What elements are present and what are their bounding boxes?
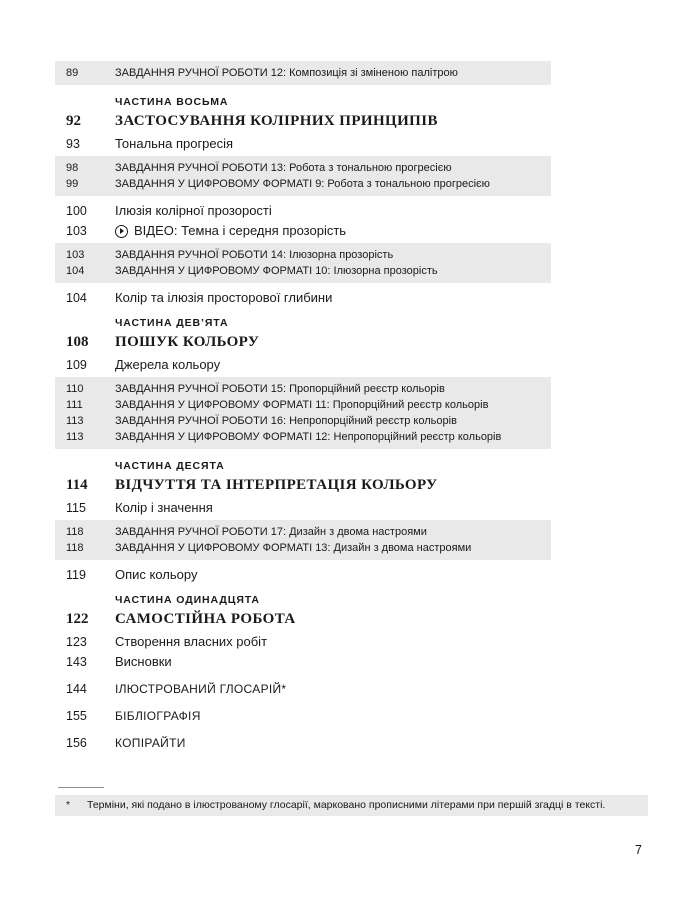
- entry-label: ЗАВДАННЯ РУЧНОЇ РОБОТИ 12: Композиція зі зміненою палітрою: [115, 67, 458, 79]
- task-entry: [55, 540, 551, 556]
- toc-entry: [55, 634, 551, 650]
- entry-label: ЗАВДАННЯ РУЧНОЇ РОБОТИ 17: Дизайн з двома настроями: [115, 526, 427, 538]
- task-entry: [55, 397, 551, 413]
- entry-label: [115, 136, 233, 152]
- entry-label: [115, 290, 332, 306]
- toc-entry: [55, 567, 551, 583]
- highlighted-task-group: [55, 156, 551, 196]
- entry-label: [115, 634, 267, 650]
- section-title: ЗАСТОСУВАННЯ КОЛІРНИХ ПРИНЦИПІВ: [115, 113, 438, 129]
- play-triangle: [120, 228, 124, 234]
- entry-page-number: 118: [66, 542, 84, 554]
- entry-text: Ілюзія колірної прозорості: [115, 203, 272, 218]
- section-heading: [55, 610, 551, 628]
- entry-page-number: 115: [66, 501, 86, 515]
- entry-label: ЗАВДАННЯ РУЧНОЇ РОБОТИ 13: Робота з тональною прогресією: [115, 162, 452, 174]
- section-page-number: 108: [66, 334, 89, 350]
- section-heading: [55, 333, 551, 351]
- entry-page-number: 143: [66, 655, 87, 669]
- entry-page-number: 156: [66, 736, 87, 750]
- footnote: [55, 795, 648, 816]
- section-title: ПОШУК КОЛЬОРУ: [115, 334, 260, 350]
- task-entry: [55, 247, 551, 263]
- footnote-text: Терміни, які подано в ілюстрованому глосарії, марковано прописними літерами при першій згадці в тексті.: [87, 799, 606, 811]
- entry-label: [115, 708, 201, 724]
- task-entry: [55, 381, 551, 397]
- video-play-icon: [115, 225, 128, 238]
- entry-page-number: 104: [66, 291, 87, 305]
- section-heading: [55, 476, 551, 494]
- page-number: 7: [635, 843, 642, 857]
- entry-label: ЗАВДАННЯ У ЦИФРОВОМУ ФОРМАТІ 12: Непропорційний реєстр кольорів: [115, 431, 502, 443]
- entry-page-number: 104: [66, 265, 85, 277]
- task-entry: [55, 65, 551, 81]
- entry-label: ЗАВДАННЯ РУЧНОЇ РОБОТИ 14: Ілюзорна прозорість: [115, 249, 394, 261]
- part-label: ЧАСТИНА ОДИНАДЦЯТА: [115, 594, 260, 606]
- entry-label: ЗАВДАННЯ У ЦИФРОВОМУ ФОРМАТІ 13: Дизайн з двома настроями: [115, 542, 472, 554]
- entry-text: Висновки: [115, 654, 172, 669]
- toc-entry: [55, 654, 551, 670]
- highlighted-task-group: [55, 61, 551, 85]
- entry-page-number: 123: [66, 635, 87, 649]
- entry-page-number: 118: [66, 526, 84, 538]
- entry-label: [115, 223, 346, 239]
- entry-label: [115, 681, 286, 697]
- toc-entry: [55, 708, 551, 724]
- footnote-divider: [58, 787, 104, 788]
- entry-page-number: 144: [66, 682, 87, 696]
- task-entry: [55, 429, 551, 445]
- entry-text: Тональна прогресія: [115, 136, 234, 151]
- entry-text: Створення власних робіт: [115, 634, 268, 649]
- entry-page-number: 93: [66, 137, 80, 151]
- toc-entry: [55, 290, 551, 306]
- toc-section: [55, 460, 551, 494]
- highlighted-task-group: [55, 243, 551, 283]
- section-heading: [55, 112, 551, 130]
- task-entry: [55, 160, 551, 176]
- entry-page-number: 103: [66, 249, 85, 261]
- toc: [55, 58, 551, 751]
- section-title: САМОСТІЙНА РОБОТА: [115, 611, 296, 627]
- task-entry: [55, 524, 551, 540]
- entry-text: Опис кольору: [115, 567, 198, 582]
- entry-page-number: 99: [66, 178, 79, 190]
- section-page-number: 114: [66, 477, 88, 493]
- section-title: ВІДЧУТТЯ ТА ІНТЕРПРЕТАЦІЯ КОЛЬОРУ: [115, 477, 438, 493]
- task-entry: [55, 263, 551, 279]
- toc-entry: [55, 136, 551, 152]
- entry-page-number: 109: [66, 358, 87, 372]
- entry-page-number: 103: [66, 224, 87, 238]
- entry-text: Джерела кольору: [115, 357, 221, 372]
- entry-text: БІБЛІОГРАФІЯ: [115, 709, 201, 723]
- toc-entry: [55, 357, 551, 373]
- entry-page-number: 89: [66, 67, 79, 79]
- toc-section: [55, 96, 551, 130]
- task-entry: [55, 413, 551, 429]
- entry-text: Колір та ілюзія просторової глибини: [115, 290, 333, 305]
- entry-text: КОПІРАЙТИ: [115, 736, 186, 750]
- toc-entry: [55, 203, 551, 219]
- entry-label: [115, 735, 186, 751]
- entry-page-number: 111: [66, 399, 83, 411]
- highlighted-task-group: [55, 520, 551, 560]
- section-page-number: 122: [66, 611, 89, 627]
- toc-entry: [55, 500, 551, 516]
- entry-label: [115, 654, 172, 670]
- entry-label: ЗАВДАННЯ РУЧНОЇ РОБОТИ 16: Непропорційний реєстр кольорів: [115, 415, 457, 427]
- entry-text: Колір і значення: [115, 500, 213, 515]
- entry-page-number: 113: [66, 431, 84, 443]
- toc-entry: [55, 223, 551, 239]
- part-label: ЧАСТИНА ВОСЬМА: [115, 96, 229, 108]
- entry-page-number: 100: [66, 204, 87, 218]
- entry-page-number: 119: [66, 568, 86, 582]
- entry-label: ЗАВДАННЯ У ЦИФРОВОМУ ФОРМАТІ 9: Робота з тональною прогресією: [115, 178, 490, 190]
- entry-text: ВІДЕО: Темна і середня прозорість: [134, 223, 347, 238]
- toc-entry: [55, 735, 551, 751]
- highlighted-task-group: [55, 377, 551, 449]
- entry-label: ЗАВДАННЯ РУЧНОЇ РОБОТИ 15: Пропорційний реєстр кольорів: [115, 383, 445, 395]
- part-label: ЧАСТИНА ДЕВ’ЯТА: [115, 317, 229, 329]
- entry-page-number: 155: [66, 709, 87, 723]
- entry-page-number: 113: [66, 415, 84, 427]
- entry-page-number: 98: [66, 162, 79, 174]
- entry-page-number: 110: [66, 383, 84, 395]
- part-label: ЧАСТИНА ДЕСЯТА: [115, 460, 225, 472]
- entry-label: ЗАВДАННЯ У ЦИФРОВОМУ ФОРМАТІ 11: Пропорційний реєстр кольорів: [115, 399, 489, 411]
- toc-section: [55, 594, 551, 628]
- section-page-number: 92: [66, 113, 81, 129]
- entry-label: [115, 567, 197, 583]
- task-entry: [55, 176, 551, 192]
- entry-label: [115, 357, 220, 373]
- toc-section: [55, 317, 551, 351]
- entry-label: [115, 203, 272, 219]
- entry-label: ЗАВДАННЯ У ЦИФРОВОМУ ФОРМАТІ 10: Ілюзорна прозорість: [115, 265, 438, 277]
- toc-entry: [55, 681, 551, 697]
- footnote-marker: *: [66, 799, 71, 811]
- entry-label: [115, 500, 213, 516]
- entry-text: ІЛЮСТРОВАНИЙ ГЛОСАРІЙ*: [115, 682, 287, 696]
